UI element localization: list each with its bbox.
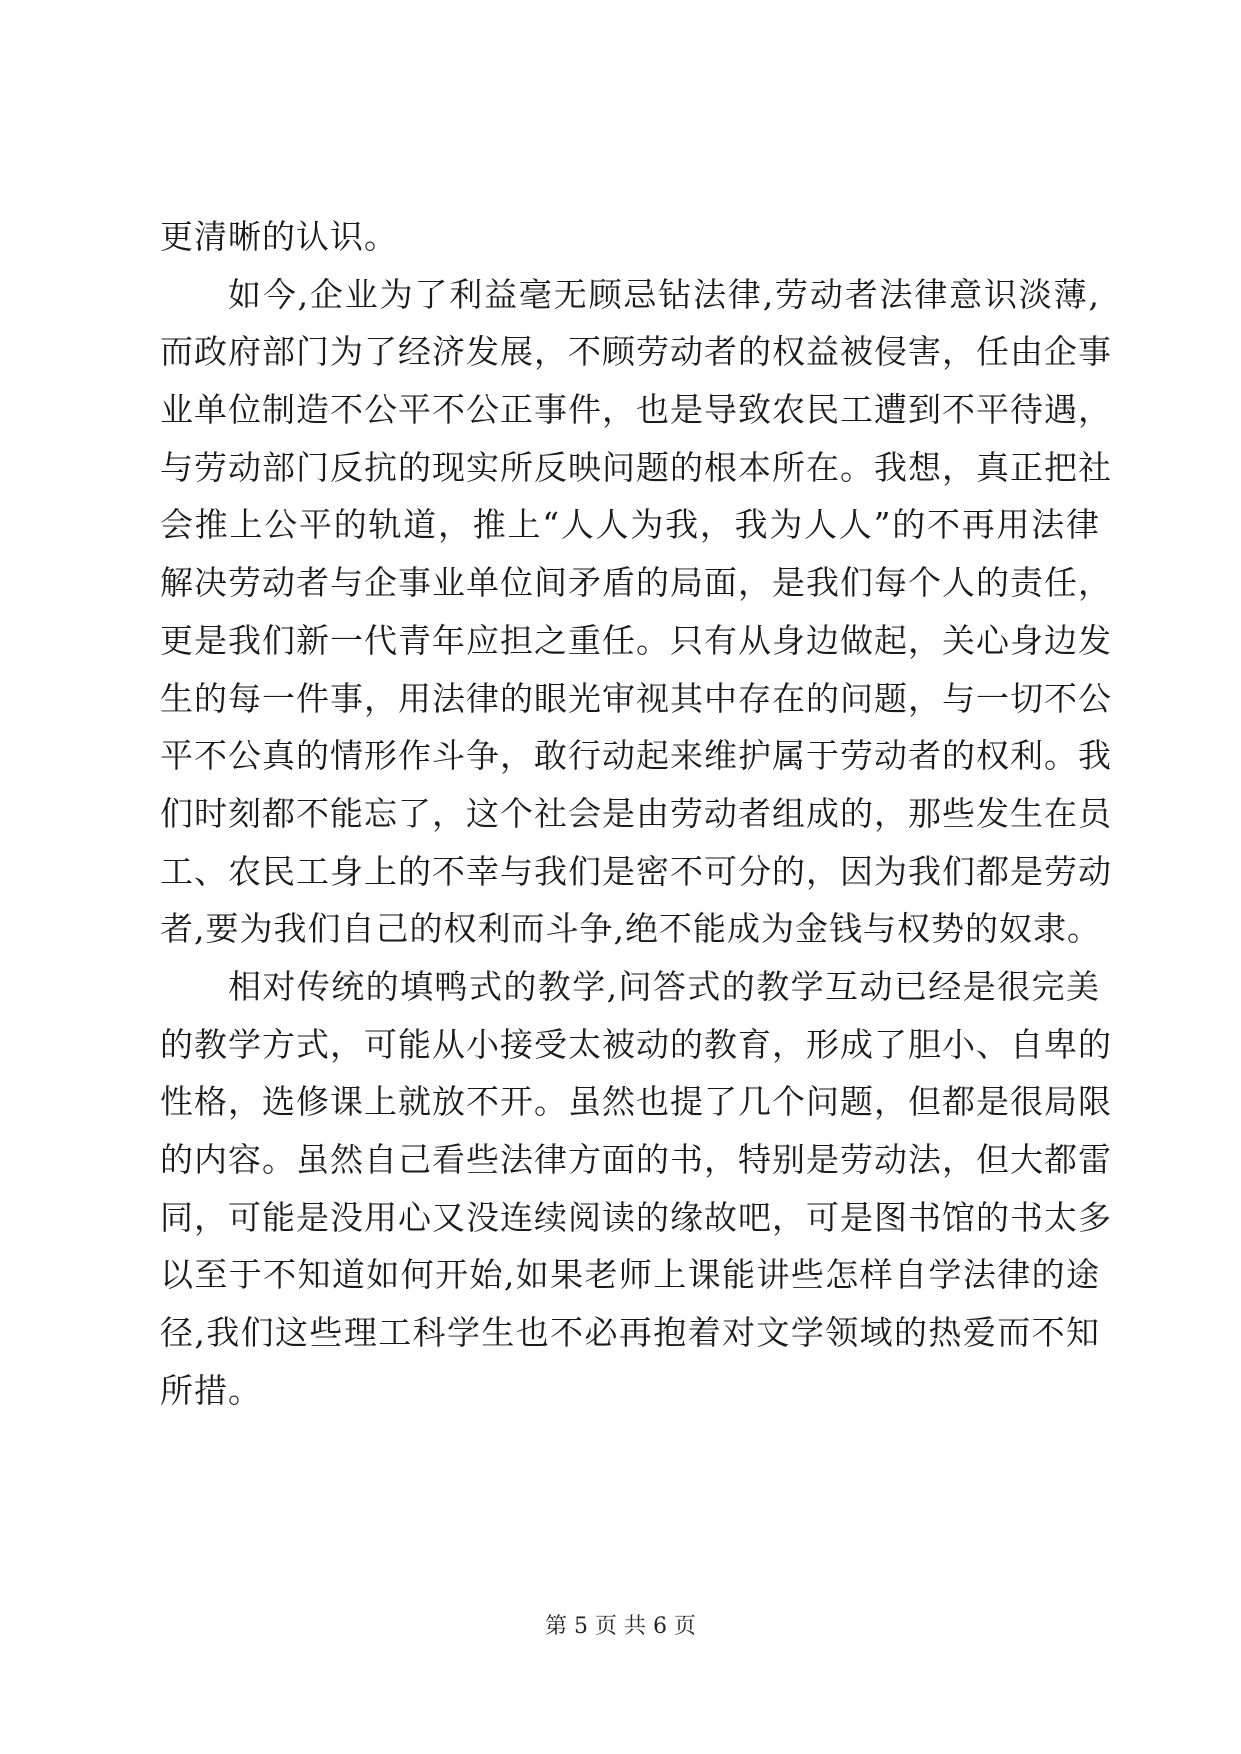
text-line: 业单位制造不公平不公正事件，也是导致农民工遭到不平待遇， xyxy=(160,390,1112,430)
text-line: 更是我们新一代青年应担之重任。只有从身边做起，关心身边发 xyxy=(160,620,1112,660)
text-line: 生的每一件事，用法律的眼光审视其中存在的问题，与一切不公 xyxy=(160,678,1112,718)
text-line: 所措。 xyxy=(160,1370,262,1410)
text-line: 解决劳动者与企事业单位间矛盾的局面，是我们每个人的责任， xyxy=(160,563,1112,603)
text-line: 与劳动部门反抗的现实所反映问题的根本所在。我想，真正把社 xyxy=(160,447,1112,487)
text-line: 性格，选修课上就放不开。虽然也提了几个问题，但都是很局限 xyxy=(160,1082,1112,1122)
text-line: 者,要为我们自己的权利而斗争,绝不能成为金钱与权势的奴隶。 xyxy=(160,909,1101,949)
text-line: 更清晰的认识。 xyxy=(160,217,398,256)
paragraph-first-line: 相对传统的填鸭式的教学,问答式的教学互动已经是很完美 xyxy=(228,966,1100,1006)
text-line: 同，可能是没用心又没连续阅读的缘故吧，可是图书馆的书太多 xyxy=(160,1197,1112,1237)
text-line: 们时刻都不能忘了，这个社会是由劳动者组成的，那些发生在员 xyxy=(160,793,1112,833)
text-line: 以至于不知道如何开始,如果老师上课能讲些怎样自学法律的途 xyxy=(160,1255,1100,1295)
text-line: 而政府部门为了经济发展，不顾劳动者的权益被侵害，任由企事 xyxy=(160,332,1112,372)
text-line: 的内容。虽然自己看些法律方面的书，特别是劳动法，但大都雷 xyxy=(160,1140,1112,1179)
text-line: 会推上公平的轨道，推上“人人为我，我为人人”的不再用法律 xyxy=(160,505,1100,545)
body-text xyxy=(160,208,1112,1419)
page-number-footer: 第 5 页 共 6 页 xyxy=(545,1614,696,1639)
text-line: 径,我们这些理工科学生也不必再抱着对文学领域的热爱而不知 xyxy=(160,1313,1100,1353)
text-line: 的教学方式，可能从小接受太被动的教育，形成了胆小、自卑的 xyxy=(160,1024,1112,1064)
text-line: 平不公真的情形作斗争，敢行动起来维护属于劳动者的权利。我 xyxy=(160,736,1112,776)
paragraph-first-line: 如今,企业为了利益毫无顾忌钻法律,劳动者法律意识淡薄, xyxy=(228,274,1100,314)
text-line: 工、农民工身上的不幸与我们是密不可分的，因为我们都是劳动 xyxy=(160,851,1112,891)
